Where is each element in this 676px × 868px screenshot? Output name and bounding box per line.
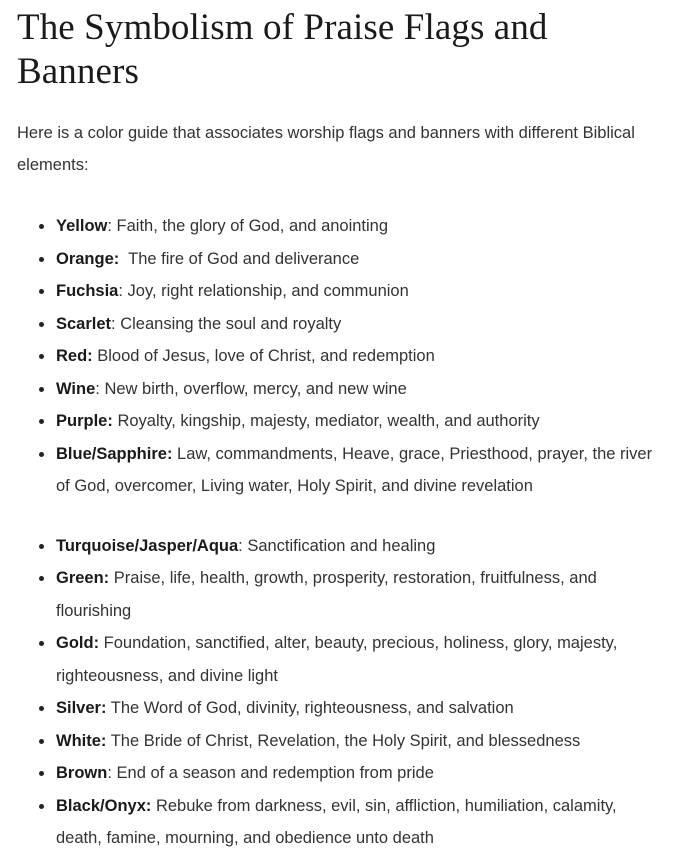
term-separator: : xyxy=(107,217,117,235)
color-description: Cleansing the soul and royalty xyxy=(120,314,342,333)
color-description: Royalty, kingship, majesty, mediator, wealth, and authority xyxy=(117,412,540,430)
color-description: Praise, life, health, growth, prosperity, restoration, fruitfulness, and flourishing xyxy=(56,569,597,620)
color-term: Fuchsia xyxy=(56,282,119,300)
color-term: Red: xyxy=(56,347,93,365)
color-description: The fire of God and deliverance xyxy=(128,249,360,268)
list-item-blue-sapphire xyxy=(56,438,660,503)
list-item-orange xyxy=(56,243,660,276)
color-term: Yellow xyxy=(56,217,108,235)
term-separator: : xyxy=(111,314,121,333)
color-term: Orange: xyxy=(56,249,120,268)
color-description: The Bride of Christ, Revelation, the Holy Spirit, and blessedness xyxy=(110,731,581,750)
color-description: Joy, right relationship, and communion xyxy=(127,282,409,300)
color-term: Blue/Sapphire: xyxy=(56,444,173,463)
color-term: Scarlet xyxy=(56,314,112,333)
color-term: Black/Onyx: xyxy=(56,796,152,815)
list-item-purple xyxy=(56,405,660,438)
color-description: Foundation, sanctified, alter, beauty, precious, holiness, glory, majesty, righteousness, and divine light xyxy=(56,634,618,685)
list-item-brown xyxy=(56,757,660,790)
list-item-white xyxy=(56,725,660,758)
color-term: Brown xyxy=(56,764,108,782)
list-item-turquoise-jasper-aqua xyxy=(56,530,660,563)
color-description: The Word of God, divinity, righteousness, and salvation xyxy=(110,699,514,717)
color-term: Turquoise/Jasper/Aqua xyxy=(56,536,239,555)
list-item-scarlet xyxy=(56,308,660,341)
color-description: Sanctification and healing xyxy=(247,536,436,555)
list-item-gold xyxy=(56,627,660,692)
list-item-wine xyxy=(56,373,660,406)
list-item-red xyxy=(56,340,660,373)
color-list-secondary xyxy=(17,530,660,855)
page-title: The Symbolism of Praise Flags and Banners xyxy=(17,7,548,92)
list-item-yellow xyxy=(56,210,660,243)
color-description: Rebuke from darkness, evil, sin, affliction, humiliation, calamity, death, famine, mourning, and obedience unto death xyxy=(56,796,617,847)
term-separator: : xyxy=(95,379,105,398)
color-term: Purple: xyxy=(56,412,113,430)
color-term: Silver: xyxy=(56,699,107,717)
color-description: New birth, overflow, mercy, and new wine xyxy=(104,379,407,398)
color-description: End of a season and redemption from pride xyxy=(116,764,434,782)
color-term: White: xyxy=(56,731,107,750)
intro-paragraph: Here is a color guide that associates worship flags and banners with different Biblical elements: xyxy=(17,124,635,174)
color-list-primary xyxy=(17,210,660,503)
list-item-black-onyx xyxy=(56,790,660,855)
color-term: Green: xyxy=(56,569,110,587)
list-item-fuchsia xyxy=(56,275,660,308)
term-separator: : xyxy=(107,764,117,782)
color-description: Faith, the glory of God, and anointing xyxy=(116,217,389,235)
list-item-silver xyxy=(56,692,660,725)
color-term: Wine xyxy=(56,379,96,398)
term-separator xyxy=(119,250,128,268)
color-description: Blood of Jesus, love of Christ, and redemption xyxy=(97,347,435,365)
term-separator: : xyxy=(118,282,128,300)
color-description: Law, commandments, Heave, grace, Priesthood, prayer, the river of God, overcomer, Living water, Holy Spirit, and divine revelation xyxy=(56,444,653,495)
color-term: Gold: xyxy=(56,634,100,652)
list-item-green xyxy=(56,562,660,627)
term-separator: : xyxy=(238,536,248,555)
